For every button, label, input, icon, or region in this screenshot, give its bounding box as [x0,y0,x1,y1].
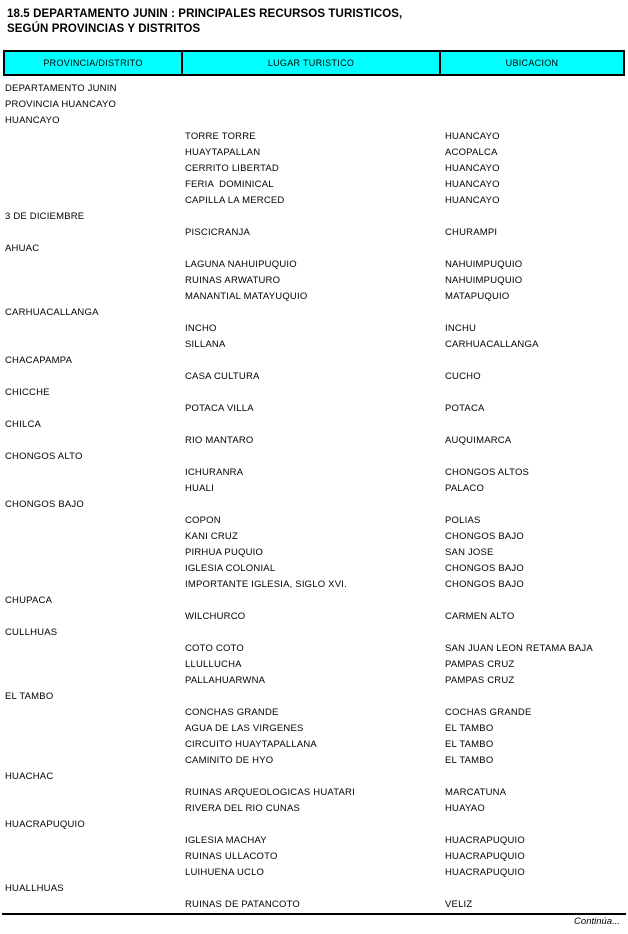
tourist-place-cell: PALLAHUARWNA [185,674,266,686]
location-cell: HUACRAPUQUIO [445,850,525,862]
tourist-place-cell: CIRCUITO HUAYTAPALLANA [185,738,317,750]
tourist-place-cell: IGLESIA COLONIAL [185,562,276,574]
tourist-place-cell: LAGUNA NAHUIPUQUIO [185,258,297,270]
location-cell: CARHUACALLANGA [445,338,539,350]
tourist-place-cell: FERIA DOMINICAL [185,178,274,190]
table-row [2,256,626,272]
province-district-cell: AHUAC [5,242,40,254]
location-cell: HUANCAYO [445,130,500,142]
table-row [2,768,626,784]
tourist-place-cell: IGLESIA MACHAY [185,834,267,846]
table-row [2,224,626,240]
location-cell: CHONGOS ALTOS [445,466,530,478]
table-row [2,368,626,384]
location-cell: NAHUIMPUQUIO [445,274,523,286]
tourist-place-cell: KANI CRUZ [185,530,238,542]
table-row [2,704,626,720]
province-district-cell: CHACAPAMPA [5,354,73,366]
tourist-place-cell: CAMINITO DE HYO [185,754,274,766]
table-row [2,800,626,816]
table-row [2,160,626,176]
tourist-place-cell: PIRHUA PUQUIO [185,546,264,558]
table-row [2,816,626,832]
table-row [2,752,626,768]
province-district-cell: CHONGOS BAJO [5,498,84,510]
table-row [2,192,626,208]
table-row [2,560,626,576]
table-row [2,784,626,800]
page-title-line1: 18.5 DEPARTAMENTO JUNIN : PRINCIPALES RECURSOS TURISTICOS, [7,8,403,20]
tourist-place-cell: RUINAS DE PATANCOTO [185,898,300,910]
table-body [2,80,626,915]
tourist-place-cell: HUALI [185,482,214,494]
page-title-line2: SEGÚN PROVINCIAS Y DISTRITOS [7,23,201,35]
table-row [2,528,626,544]
location-cell: CHONGOS BAJO [445,530,524,542]
table-header-row [3,50,625,76]
location-cell: SAN JUAN LEON RETAMA BAJA [445,642,593,654]
province-district-cell: DEPARTAMENTO JUNIN [5,82,117,94]
tourist-place-cell: POTACA VILLA [185,402,254,414]
tourist-place-cell: CERRITO LIBERTAD [185,162,279,174]
location-cell: EL TAMBO [445,754,494,766]
table-row [2,864,626,880]
location-cell: HUANCAYO [445,178,500,190]
location-cell: CHONGOS BAJO [445,578,524,590]
table-row [2,448,626,464]
location-cell: EL TAMBO [445,722,494,734]
location-cell: CHURAMPI [445,226,498,238]
tourist-place-cell: TORRE TORRE [185,130,256,142]
tourist-place-cell: RUINAS ARWATURO [185,274,281,286]
table-row [2,336,626,352]
tourist-place-cell: PISCICRANJA [185,226,251,238]
tourist-place-cell: CONCHAS GRANDE [185,706,279,718]
province-district-cell: CHONGOS ALTO [5,450,83,462]
table-row [2,112,626,128]
location-cell: INCHU [445,322,477,334]
table-row [2,848,626,864]
table-row [2,288,626,304]
tourist-place-cell: CAPILLA LA MERCED [185,194,285,206]
tourist-place-cell: LUIHUENA UCLO [185,866,265,878]
location-cell: HUACRAPUQUIO [445,834,525,846]
table-row [2,496,626,512]
table-row [2,720,626,736]
page-title [7,7,624,37]
location-cell: AUQUIMARCA [445,434,512,446]
location-cell: CARMEN ALTO [445,610,515,622]
table-row [2,512,626,528]
province-district-cell: CHUPACA [5,594,53,606]
tourist-place-cell: MANANTIAL MATAYUQUIO [185,290,308,302]
tourist-place-cell: RIO MANTARO [185,434,254,446]
tourist-place-cell: IMPORTANTE IGLESIA, SIGLO XVI. [185,578,347,590]
location-cell: CHONGOS BAJO [445,562,524,574]
tourist-place-cell: LLULLUCHA [185,658,242,670]
table-row [2,208,626,224]
location-cell: ACOPALCA [445,146,498,158]
table-row [2,416,626,432]
tourist-place-cell: WILCHURCO [185,610,246,622]
tourist-place-cell: RIVERA DEL RIO CUNAS [185,802,301,814]
province-district-cell: CHILCA [5,418,42,430]
table-row [2,352,626,368]
province-district-cell: HUANCAYO [5,114,60,126]
province-district-cell: EL TAMBO [5,690,54,702]
location-cell: MATAPUQUIO [445,290,510,302]
table-row [2,880,626,896]
province-district-cell: 3 DE DICIEMBRE [5,210,85,222]
table-row [2,432,626,448]
column-header-ubicacion: UBICACION [505,58,559,68]
province-district-cell: CULLHUAS [5,626,58,638]
location-cell: POLIAS [445,514,481,526]
table-row [2,688,626,704]
tourist-place-cell: COPON [185,514,221,526]
province-district-cell: HUACRAPUQUIO [5,818,85,830]
table-row [2,304,626,320]
location-cell: HUANCAYO [445,162,500,174]
column-header-lugar-turistico: LUGAR TURISTICO [183,52,441,74]
location-cell: HUAYAO [445,802,485,814]
table-row [2,640,626,656]
province-district-cell: PROVINCIA HUANCAYO [5,98,117,110]
table-row [2,80,626,96]
tourist-place-cell: ICHURANRA [185,466,244,478]
table-row [2,592,626,608]
location-cell: SAN JOSE [445,546,494,558]
table-row [2,464,626,480]
location-cell: NAHUIMPUQUIO [445,258,523,270]
continuation-note: Continúa... [574,916,620,927]
table-row [2,672,626,688]
tourist-place-cell: RUINAS ARQUEOLOGICAS HUATARI [185,786,355,798]
province-district-cell: CARHUACALLANGA [5,306,99,318]
tourist-place-cell: AGUA DE LAS VIRGENES [185,722,304,734]
table-row [2,384,626,400]
location-cell: COCHAS GRANDE [445,706,532,718]
column-header-provincia-distrito: PROVINCIA/DISTRITO [5,52,183,74]
table-row [2,272,626,288]
location-cell: MARCATUNA [445,786,507,798]
table-row [2,240,626,256]
table-row [2,624,626,640]
table-row [2,832,626,848]
location-cell: EL TAMBO [445,738,494,750]
location-cell: HUANCAYO [445,194,500,206]
tourist-place-cell: CASA CULTURA [185,370,260,382]
location-cell: PALACO [445,482,485,494]
location-cell: POTACA [445,402,485,414]
province-district-cell: HUACHAC [5,770,54,782]
tourist-place-cell: HUAYTAPALLAN [185,146,261,158]
location-cell: VELIZ [445,898,473,910]
province-district-cell: HUALLHUAS [5,882,64,894]
location-cell: CUCHO [445,370,481,382]
table-row [2,128,626,144]
tourist-place-cell: RUINAS ULLACOTO [185,850,278,862]
table-row [2,608,626,624]
table-row [2,544,626,560]
table-row [2,144,626,160]
table-row [2,896,626,912]
table-row [2,96,626,112]
tourist-place-cell: SILLANA [185,338,226,350]
table-row [2,480,626,496]
tourist-place-cell: INCHO [185,322,217,334]
location-cell: HUACRAPUQUIO [445,866,525,878]
table-row [2,736,626,752]
location-cell: PAMPAS CRUZ [445,674,515,686]
table-row [2,400,626,416]
table-row [2,320,626,336]
tourist-place-cell: COTO COTO [185,642,244,654]
table-row [2,656,626,672]
province-district-cell: CHICCHE [5,386,50,398]
table-row [2,176,626,192]
table-row [2,576,626,592]
location-cell: PAMPAS CRUZ [445,658,515,670]
